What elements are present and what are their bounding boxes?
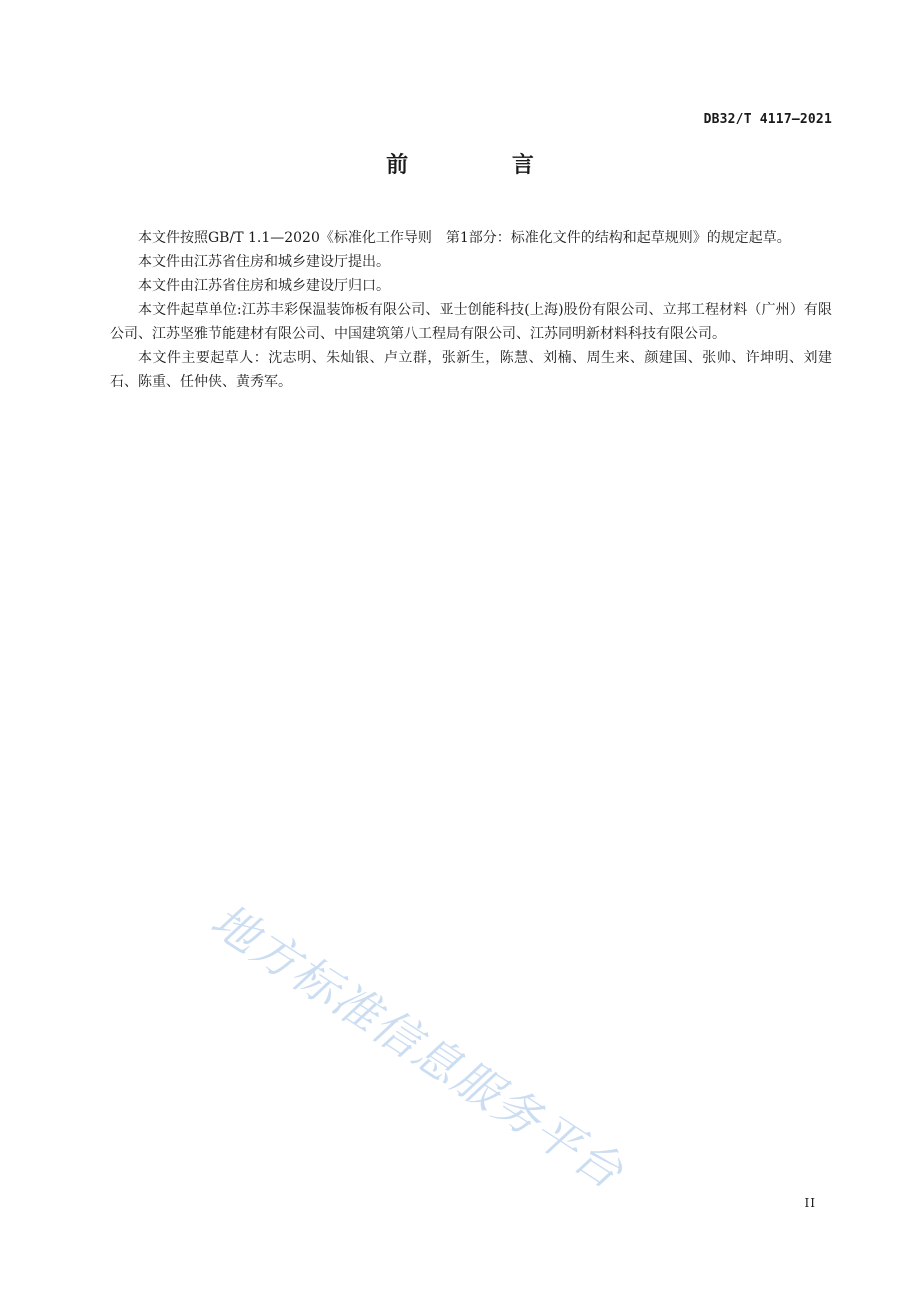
- paragraph-main-drafters: 本文件主要起草人：沈志明、朱灿银、卢立群，张新生，陈慧、刘楠、周生来、颜建国、张帅、许坤明、刘建石、陈重、任仲侠、黄秀军。: [110, 350, 832, 390]
- foreword-body: [110, 226, 832, 394]
- paragraph-drafting-rules: 本文件按照GB/T 1.1—2020《标准化工作导则 第1部分：标准化文件的结构和起草规则》的规定起草。: [138, 230, 791, 246]
- paragraph-drafting-units: 本文件起草单位:江苏丰彩保温装饰板有限公司、亚士创能科技(上海)股份有限公司、立邦工程材料（广州）有限公司、江苏坚雅节能建材有限公司、中国建筑第八工程局有限公司、江苏同明新材料科技有限公司。: [110, 302, 832, 342]
- paragraph-proposed-by: 本文件由江苏省住房和城乡建设厅提出。: [138, 254, 390, 270]
- page-number: II: [804, 1196, 816, 1210]
- watermark: 地方标准信息服务平台: [201, 892, 634, 1200]
- page-title: 前 言: [386, 153, 582, 178]
- standard-code: DB32/T 4117—2021: [703, 112, 832, 127]
- paragraph-administered-by: 本文件由江苏省住房和城乡建设厅归口。: [138, 278, 390, 294]
